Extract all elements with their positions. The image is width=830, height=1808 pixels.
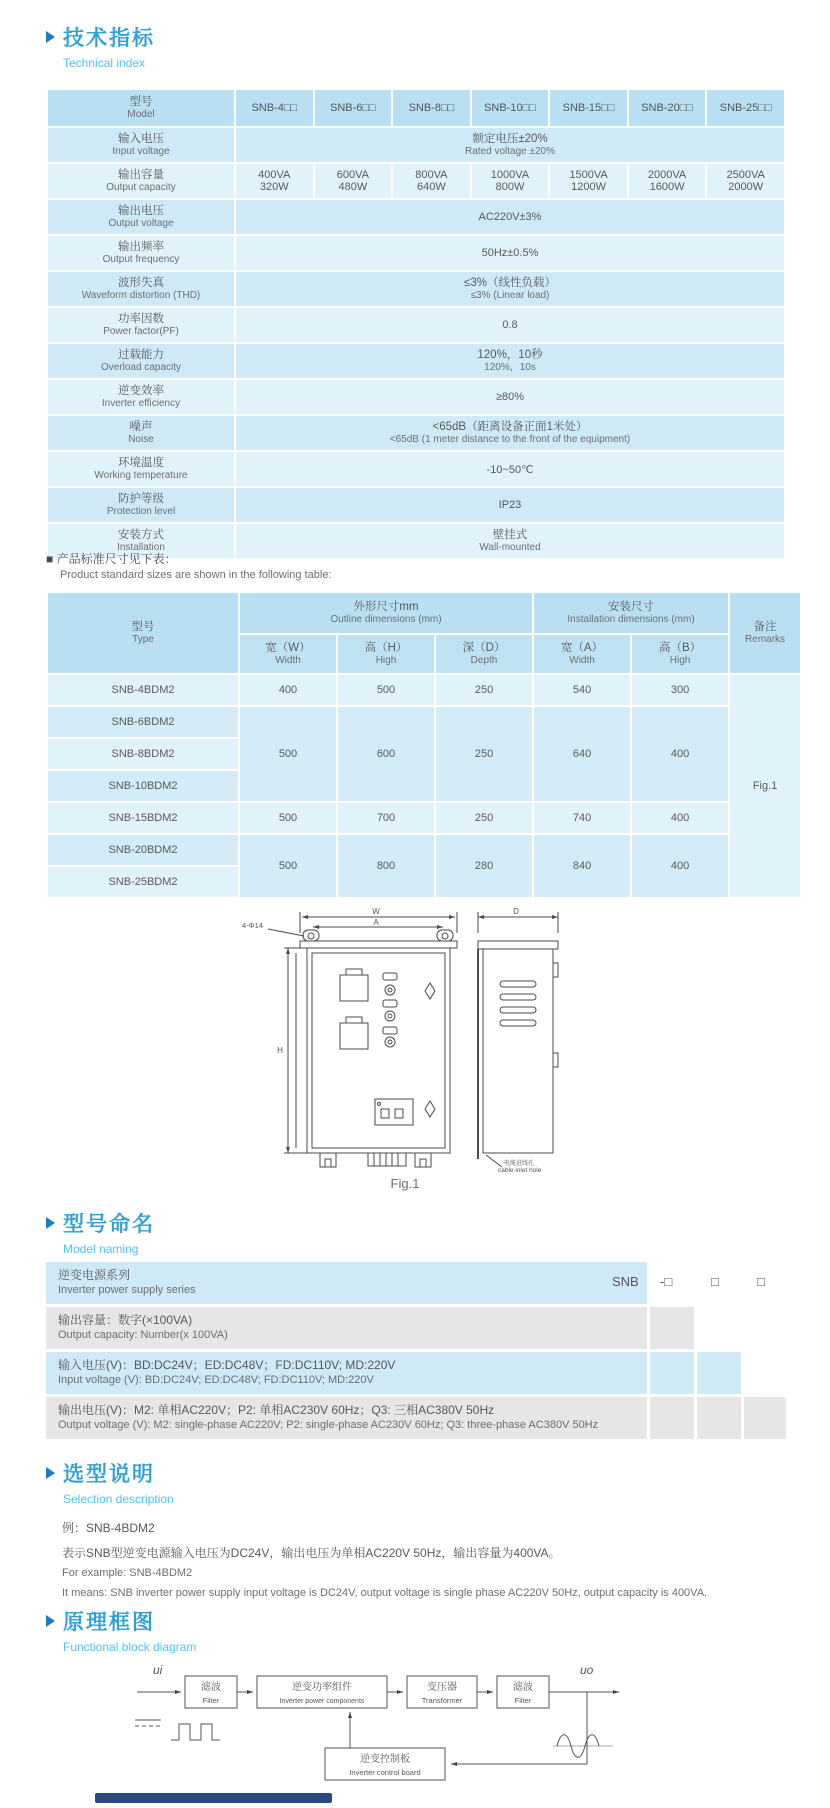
- ladder-separator: [647, 1307, 650, 1439]
- type-cell: SNB-6BDM2: [48, 707, 238, 737]
- subheader-cell: 宽（A） Width: [534, 635, 630, 673]
- table-row: [48, 236, 784, 270]
- header-cell: SNB-8□□: [393, 90, 470, 126]
- size-note-zh: ■ 产品标准尺寸见下表：: [46, 552, 177, 566]
- row-label: 安装方式 Installation: [48, 524, 234, 558]
- dim-cell: 500: [240, 803, 336, 833]
- type-cell: SNB-10BDM2: [48, 771, 238, 801]
- capacity-cell: 1500VA 1200W: [550, 164, 627, 198]
- header-cell: SNB-25□□: [707, 90, 784, 126]
- dim-cell: 250: [436, 803, 532, 833]
- naming-row-output-voltage: 输出电压(V)：M2: 单相AC220V；P2: 单相AC230V 60Hz；Q3: 三相AC380V 50Hz Output voltage (V): M2: single-phase AC220V; P2: single-phase AC230V 60Hz; Q3: three-phase AC380V 50Hz: [46, 1397, 786, 1439]
- naming-row-series: 逆变电源系列 Inverter power supply series: [46, 1262, 647, 1304]
- section-header-block-diagram: [46, 1606, 196, 1654]
- dim-cell: 840: [534, 835, 630, 897]
- table-row: [48, 380, 784, 414]
- table-row: [48, 488, 784, 522]
- dim-cell: 400: [632, 803, 728, 833]
- header-cell: SNB-15□□: [550, 90, 627, 126]
- row-value: -10~50℃: [236, 452, 784, 486]
- row-value: 120%，10秒 120%，10s: [236, 344, 784, 378]
- dim-cell: 250: [436, 675, 532, 705]
- capacity-cell: 800VA 640W: [393, 164, 470, 198]
- section-header-naming: [46, 1208, 155, 1256]
- dim-cell: 400: [632, 707, 728, 801]
- table-row: [48, 452, 784, 486]
- header-cell-model: [48, 90, 234, 126]
- model-naming-ladder: [46, 1262, 786, 1439]
- dim-w-label: W: [372, 907, 380, 916]
- drawing-labels: [242, 907, 542, 1173]
- type-cell: SNB-4BDM2: [48, 675, 238, 705]
- row-value: <65dB（距离设备正面1米处） <65dB (1 meter distance to the front of the equipment): [236, 416, 784, 450]
- dim-cell: 600: [338, 707, 434, 801]
- dim-cell: 640: [534, 707, 630, 801]
- dim-cell: 500: [240, 707, 336, 801]
- section-title: 选型说明: [63, 1463, 155, 1486]
- dim-cell: 800: [338, 835, 434, 897]
- output-label: uo: [580, 1663, 594, 1677]
- header-cell-remarks: 备注 Remarks: [730, 593, 800, 673]
- section-marker-icon: [46, 1467, 55, 1479]
- header-cell-install: 安装尺寸 Installation dimensions (mm): [534, 593, 728, 633]
- row-value: 额定电压±20% Rated voltage ±20%: [236, 128, 784, 162]
- model-code-box3: □: [757, 1274, 765, 1289]
- dim-cell: 250: [436, 707, 532, 801]
- subheader-cell: 高（B） High: [632, 635, 728, 673]
- selection-desc-zh: 表示SNB型逆变电源输入电压为DC24V，输出电压为单相AC220V 50Hz，输出容量为400VA。: [62, 1546, 561, 1560]
- dim-h-label: H: [277, 1046, 283, 1055]
- power-label-zh: 逆变功率组件: [292, 1682, 352, 1693]
- section-title: 原理框图: [63, 1611, 155, 1634]
- dim-cell: 540: [534, 675, 630, 705]
- row-label: 输出容量 Output capacity: [48, 164, 234, 198]
- section-marker-icon: [46, 1615, 55, 1627]
- selection-example-en: For example: SNB-4BDM2: [62, 1567, 193, 1579]
- power-label-en: Inverter power components: [279, 1698, 365, 1705]
- cable-inlet-label-en: cable inlet hole: [498, 1167, 542, 1173]
- front-view: [268, 912, 457, 1167]
- transformer-label-zh: 变压器: [427, 1682, 457, 1693]
- section-title: 技术指标: [63, 27, 155, 50]
- header-label-en: Model: [127, 109, 155, 120]
- dimension-drawing: [240, 903, 570, 1173]
- row-value: IP23: [236, 488, 784, 522]
- transformer-label-en: Transformer: [421, 1696, 463, 1705]
- dim-a-label: A: [373, 918, 379, 927]
- type-cell: SNB-25BDM2: [48, 867, 238, 897]
- selection-example-zh: 例：SNB-4BDM2: [62, 1521, 155, 1535]
- table-header-row: [48, 90, 784, 126]
- row-label: 输入电压 Input voltage: [48, 128, 234, 162]
- row-label: 逆变效率 Inverter efficiency: [48, 380, 234, 414]
- model-code: SNB: [612, 1274, 639, 1289]
- dim-d-label: D: [513, 907, 519, 916]
- row-value: 壁挂式 Wall-mounted: [236, 524, 784, 558]
- section-title: 型号命名: [63, 1213, 155, 1236]
- header-cell-type: 型号 Type: [48, 593, 238, 673]
- footer-bar: [95, 1793, 332, 1803]
- type-cell: SNB-8BDM2: [48, 739, 238, 769]
- row-value: 50Hz±0.5%: [236, 236, 784, 270]
- section-header-selection: [46, 1458, 174, 1506]
- filter2-label-en: Filter: [514, 1696, 532, 1705]
- capacity-cell: 2500VA 2000W: [707, 164, 784, 198]
- dim-cell: 300: [632, 675, 728, 705]
- ladder-separator: [741, 1397, 744, 1439]
- block-diagram-figure: [125, 1660, 645, 1788]
- ladder-separator: [694, 1352, 697, 1439]
- dim-cell: 400: [632, 835, 728, 897]
- header-cell: SNB-20□□: [629, 90, 706, 126]
- diagram-labels: [153, 1663, 594, 1777]
- capacity-cell: 2000VA 1600W: [629, 164, 706, 198]
- row-value: ≤3%（线性负载） ≤3% (Linear load): [236, 272, 784, 306]
- row-label: 环境温度 Working temperature: [48, 452, 234, 486]
- header-cell-outline: 外形尺寸mm Outline dimensions (mm): [240, 593, 532, 633]
- filter1-label-en: Filter: [202, 1696, 220, 1705]
- table-row: [48, 416, 784, 450]
- dim-cell: 500: [338, 675, 434, 705]
- size-table: [46, 591, 802, 899]
- figure-caption: Fig.1: [390, 1176, 420, 1191]
- control-label-zh: 逆变控制板: [360, 1754, 410, 1765]
- header-cell: SNB-6□□: [315, 90, 392, 126]
- row-value: AC220V±3%: [236, 200, 784, 234]
- table-row: [48, 272, 784, 306]
- table-row: [48, 200, 784, 234]
- capacity-cell: 1000VA 800W: [472, 164, 549, 198]
- dim-cell: 280: [436, 835, 532, 897]
- holes-label: 4-Φ14: [242, 921, 263, 930]
- table-row: [48, 344, 784, 378]
- dim-cell: 500: [240, 835, 336, 897]
- naming-row-input-voltage: 输入电压(V)：BD:DC24V；ED:DC48V；FD:DC110V; MD:220V Input voltage (V): BD:DC24V; ED:DC48V; FD:DC110V; MD:220V: [46, 1352, 741, 1394]
- row-label: 过载能力 Overload capacity: [48, 344, 234, 378]
- section-marker-icon: [46, 31, 55, 43]
- naming-row-capacity: 输出容量：数字(×100VA) Output capacity: Number(x 100VA): [46, 1307, 694, 1349]
- type-cell: SNB-15BDM2: [48, 803, 238, 833]
- spec-table: [46, 88, 786, 560]
- row-value: 0.8: [236, 308, 784, 342]
- row-value: ≥80%: [236, 380, 784, 414]
- filter2-label-zh: 滤波: [513, 1682, 533, 1693]
- table-row: [48, 803, 800, 833]
- subheader-cell: 高（H） High: [338, 635, 434, 673]
- section-subtitle: Model naming: [63, 1242, 139, 1256]
- subheader-cell: 深（D） Depth: [436, 635, 532, 673]
- row-label: 噪声 Noise: [48, 416, 234, 450]
- header-cell: SNB-10□□: [472, 90, 549, 126]
- selection-desc-en: It means: SNB inverter power supply input voltage is DC24V, output voltage is single phase AC220V 50Hz, output capacity is 400VA.: [62, 1587, 708, 1599]
- dim-cell: 740: [534, 803, 630, 833]
- section-subtitle: Functional block diagram: [63, 1640, 197, 1654]
- header-cell: SNB-4□□: [236, 90, 313, 126]
- table-row: [48, 164, 784, 198]
- table-header-row: [48, 593, 800, 633]
- model-code-box2: □: [711, 1274, 719, 1289]
- subheader-cell: 宽（W） Width: [240, 635, 336, 673]
- table-row: [48, 707, 800, 737]
- control-label-en: Inverter control board: [349, 1768, 421, 1777]
- input-label: ui: [153, 1663, 163, 1677]
- section-subtitle: Technical index: [63, 56, 146, 70]
- cable-inlet-label-zh: 电缆进线孔: [504, 1161, 535, 1167]
- header-label-zh: 型号: [129, 96, 153, 108]
- dim-cell: 400: [240, 675, 336, 705]
- table-row: [48, 835, 800, 865]
- row-label: 波形失真 Waveform distortion (THD): [48, 272, 234, 306]
- dim-cell: 700: [338, 803, 434, 833]
- row-label: 功率因数 Power factor(PF): [48, 308, 234, 342]
- table-row: [48, 128, 784, 162]
- size-note-en: Product standard sizes are shown in the following table:: [60, 569, 332, 581]
- row-label: 输出频率 Output frequency: [48, 236, 234, 270]
- side-view: [478, 912, 558, 1167]
- remarks-cell: Fig.1: [730, 675, 800, 897]
- capacity-cell: 600VA 480W: [315, 164, 392, 198]
- model-code-box1: -□: [660, 1274, 673, 1289]
- filter1-label-zh: 滤波: [201, 1682, 221, 1693]
- table-row: [48, 675, 800, 705]
- section-marker-icon: [46, 1217, 55, 1229]
- table-row: [48, 308, 784, 342]
- section-header-technical: [46, 22, 155, 70]
- type-cell: SNB-20BDM2: [48, 835, 238, 865]
- capacity-cell: 400VA 320W: [236, 164, 313, 198]
- row-label: 防护等级 Protection level: [48, 488, 234, 522]
- section-subtitle: Selection description: [63, 1492, 174, 1506]
- row-label: 输出电压 Output voltage: [48, 200, 234, 234]
